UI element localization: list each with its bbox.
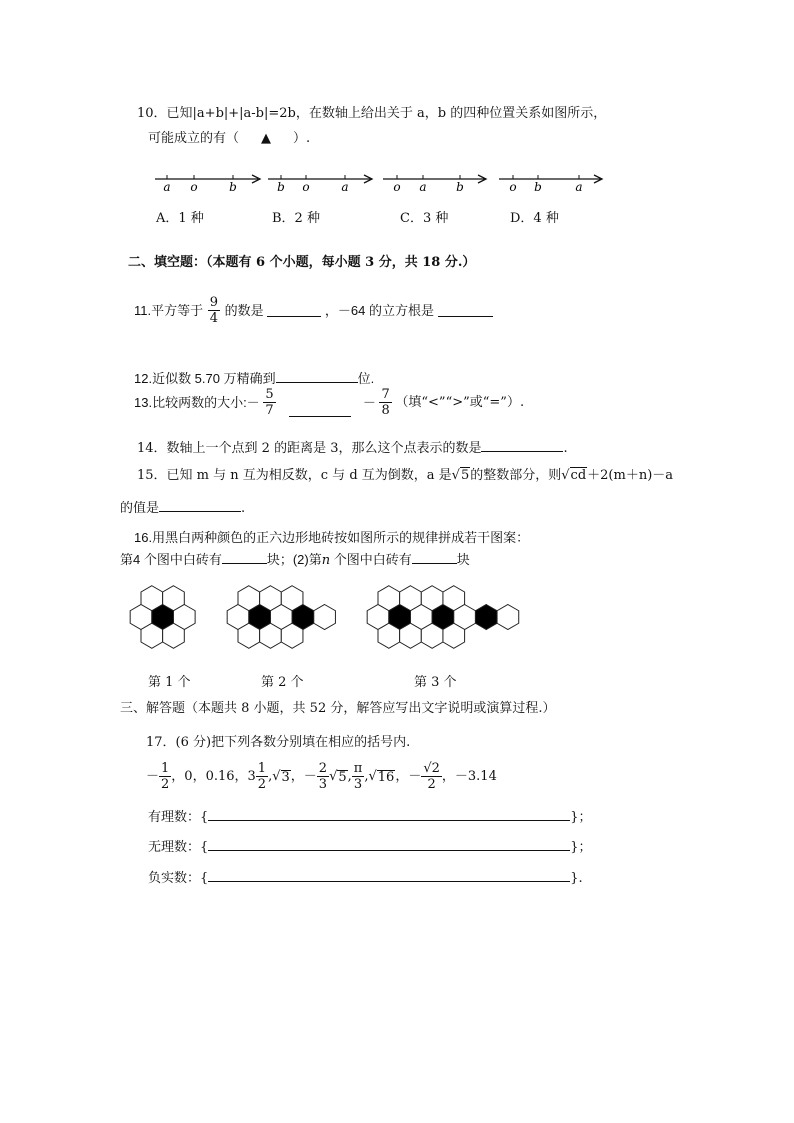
fraction-numerator: √2 — [423, 761, 440, 776]
q13-prefix: 13.比较两数的大小:－ — [134, 395, 260, 410]
fraction-denominator: 8 — [381, 403, 390, 418]
white-hexagon-tile — [314, 605, 336, 630]
row-label: 无理数：{ — [148, 840, 209, 855]
q12-suffix: 位. — [357, 371, 375, 386]
fraction-numerator: 1 — [161, 761, 170, 776]
number-sep: ，－ — [290, 769, 317, 784]
figure-caption-1: 第 1 个 — [148, 675, 191, 690]
numberline-label: a — [341, 180, 349, 194]
fraction-denominator: 2 — [257, 777, 267, 792]
numberline-label: o — [393, 180, 401, 194]
row-end: }； — [570, 840, 592, 855]
variable-n: n — [321, 553, 331, 568]
sqrt-5: 5 — [338, 769, 347, 785]
q14-end: . — [563, 441, 568, 456]
q15-prefix: 15．已知 m 与 n 互为相反数，c 与 d 互为倒数，a 是 — [137, 468, 452, 483]
fraction-1-2-mixed — [256, 762, 268, 791]
row-label: 有理数：{ — [148, 810, 209, 825]
fraction-pi-3 — [352, 762, 365, 791]
numberline-label: o — [190, 180, 198, 194]
fraction-numerator: 2 — [318, 761, 328, 776]
section-3-heading: 三、解答题（本题共 8 小题，共 52 分，解答应写出文字说明或演算过程.） — [120, 701, 556, 716]
q15-line1: 15．已知 m 与 n 互为相反数，c 与 d 互为倒数，a 是√5的整数部分，则√cd＋2(m＋n)－a — [137, 468, 674, 483]
figure-caption-2: 第 2 个 — [261, 675, 304, 690]
q17-number-list: － $\frac{1}{2}$ ，0，0.16，3 $\frac{1}{2}$ ,√3，－ $\frac{2}{3}$ √5, $\frac{\pi}{3}$ ,√16，－ $\frac{√2}{2}$ ，－3.14 — [146, 761, 497, 792]
fraction-sqrt2-2 — [421, 762, 442, 791]
fraction-numerator: 1 — [257, 761, 267, 776]
q10-stem-line1: 10．已知|a+b|+|a-b|=2b，在数轴上给出关于 a，b 的四种位置关系如图所示， — [137, 106, 607, 121]
numberline-label: o — [509, 180, 517, 194]
number-last: ，－3.14 — [441, 769, 497, 784]
fraction-2-3 — [317, 762, 329, 791]
row-end: }； — [570, 810, 592, 825]
q13-suffix: （填“<”“>”或“=”）. — [395, 395, 525, 410]
q15-line2-text: 的值是 — [120, 501, 160, 516]
q11-mid: 的数是 — [224, 303, 264, 318]
blank-negative-real — [208, 869, 570, 882]
sqrt-cd: cd — [570, 468, 587, 483]
q15-mid: 的整数部分，则 — [470, 468, 562, 483]
numberline-label: a — [419, 180, 427, 194]
numberline-label: a — [163, 180, 171, 194]
numberline-label: b — [456, 180, 464, 194]
q17-title: 17．(6 分)把下列各数分别填在相应的括号内. — [146, 735, 411, 750]
fraction-denominator: 2 — [427, 777, 436, 792]
numberline-label: b — [277, 180, 285, 194]
minus-sign: － — [362, 395, 376, 410]
q15-end: . — [241, 501, 246, 516]
q17-row-irrational — [148, 838, 592, 854]
sqrt-3: 3 — [281, 769, 290, 785]
blank-irrational — [208, 838, 570, 851]
q12-prefix: 12.近似数 5.70 万精确到 — [134, 371, 276, 386]
q10-paren-open: 可能成立的有（ — [148, 131, 240, 146]
row-end: }. — [570, 871, 583, 886]
black-hexagon-tile — [475, 605, 497, 630]
q17-row-rational — [148, 808, 592, 824]
numberline-label: b — [534, 180, 542, 194]
q17-row-negative-real — [148, 869, 583, 885]
q16-part-d: 块 — [456, 552, 470, 567]
q16-part-a: 第4 个图中白砖有 — [120, 552, 222, 567]
figure-caption-3: 第 3 个 — [414, 675, 457, 690]
q10-option-d: D．4 种 — [510, 211, 559, 226]
fraction-numerator: π — [353, 761, 363, 776]
number-sep: ，0，0.16，3 — [171, 769, 256, 784]
fraction-denominator: 3 — [318, 777, 328, 792]
numberline-label: o — [302, 180, 310, 194]
q11-mid2: ，－64 的立方根是 — [324, 303, 434, 318]
q16-part-b: 块；(2)第 — [266, 552, 322, 567]
fraction-denominator: 2 — [161, 777, 170, 792]
fraction-1-2 — [159, 762, 171, 791]
numberline-label: b — [229, 180, 237, 194]
q10-option-b: B．2 种 — [272, 211, 320, 226]
q11-prefix: 11.平方等于 — [134, 303, 204, 318]
section-2-heading: 二、填空题：（本题有 6 个小题，每小题 3 分，共 18 分.） — [128, 255, 476, 270]
fraction-numerator: 9 — [209, 295, 219, 310]
q15-post: ＋2(m＋n)－a — [587, 468, 674, 483]
number-sep: ，－ — [395, 769, 422, 784]
sqrt-16: 16 — [377, 769, 395, 785]
fraction-denominator: 7 — [265, 403, 274, 418]
minus-sign: － — [146, 769, 160, 784]
q14-text: 14．数轴上一个点到 2 的距离是 3，那么这个点表示的数是 — [137, 441, 482, 456]
q16-line1: 16.用黑白两种颜色的正六边形地砖按如图所示的规律拼成若干图案： — [134, 530, 530, 545]
q10-paren-close: ）. — [293, 131, 311, 146]
answer-marker-icon: ▲ — [261, 131, 272, 146]
sqrt-5: 5 — [460, 468, 470, 483]
q16-part-c: 个图中白砖有 — [330, 552, 412, 567]
q10-option-a: A．1 种 — [156, 211, 204, 226]
q10-option-c: C．3 种 — [400, 211, 449, 226]
fraction-numerator: 5 — [265, 387, 274, 402]
blank-rational — [208, 808, 570, 821]
fraction-numerator: 7 — [381, 387, 390, 402]
fraction-denominator: 4 — [209, 311, 219, 326]
fraction-denominator: 3 — [353, 777, 363, 792]
white-hexagon-tile — [497, 605, 519, 630]
row-label: 负实数：{ — [148, 871, 209, 886]
numberline-label: a — [575, 180, 583, 194]
